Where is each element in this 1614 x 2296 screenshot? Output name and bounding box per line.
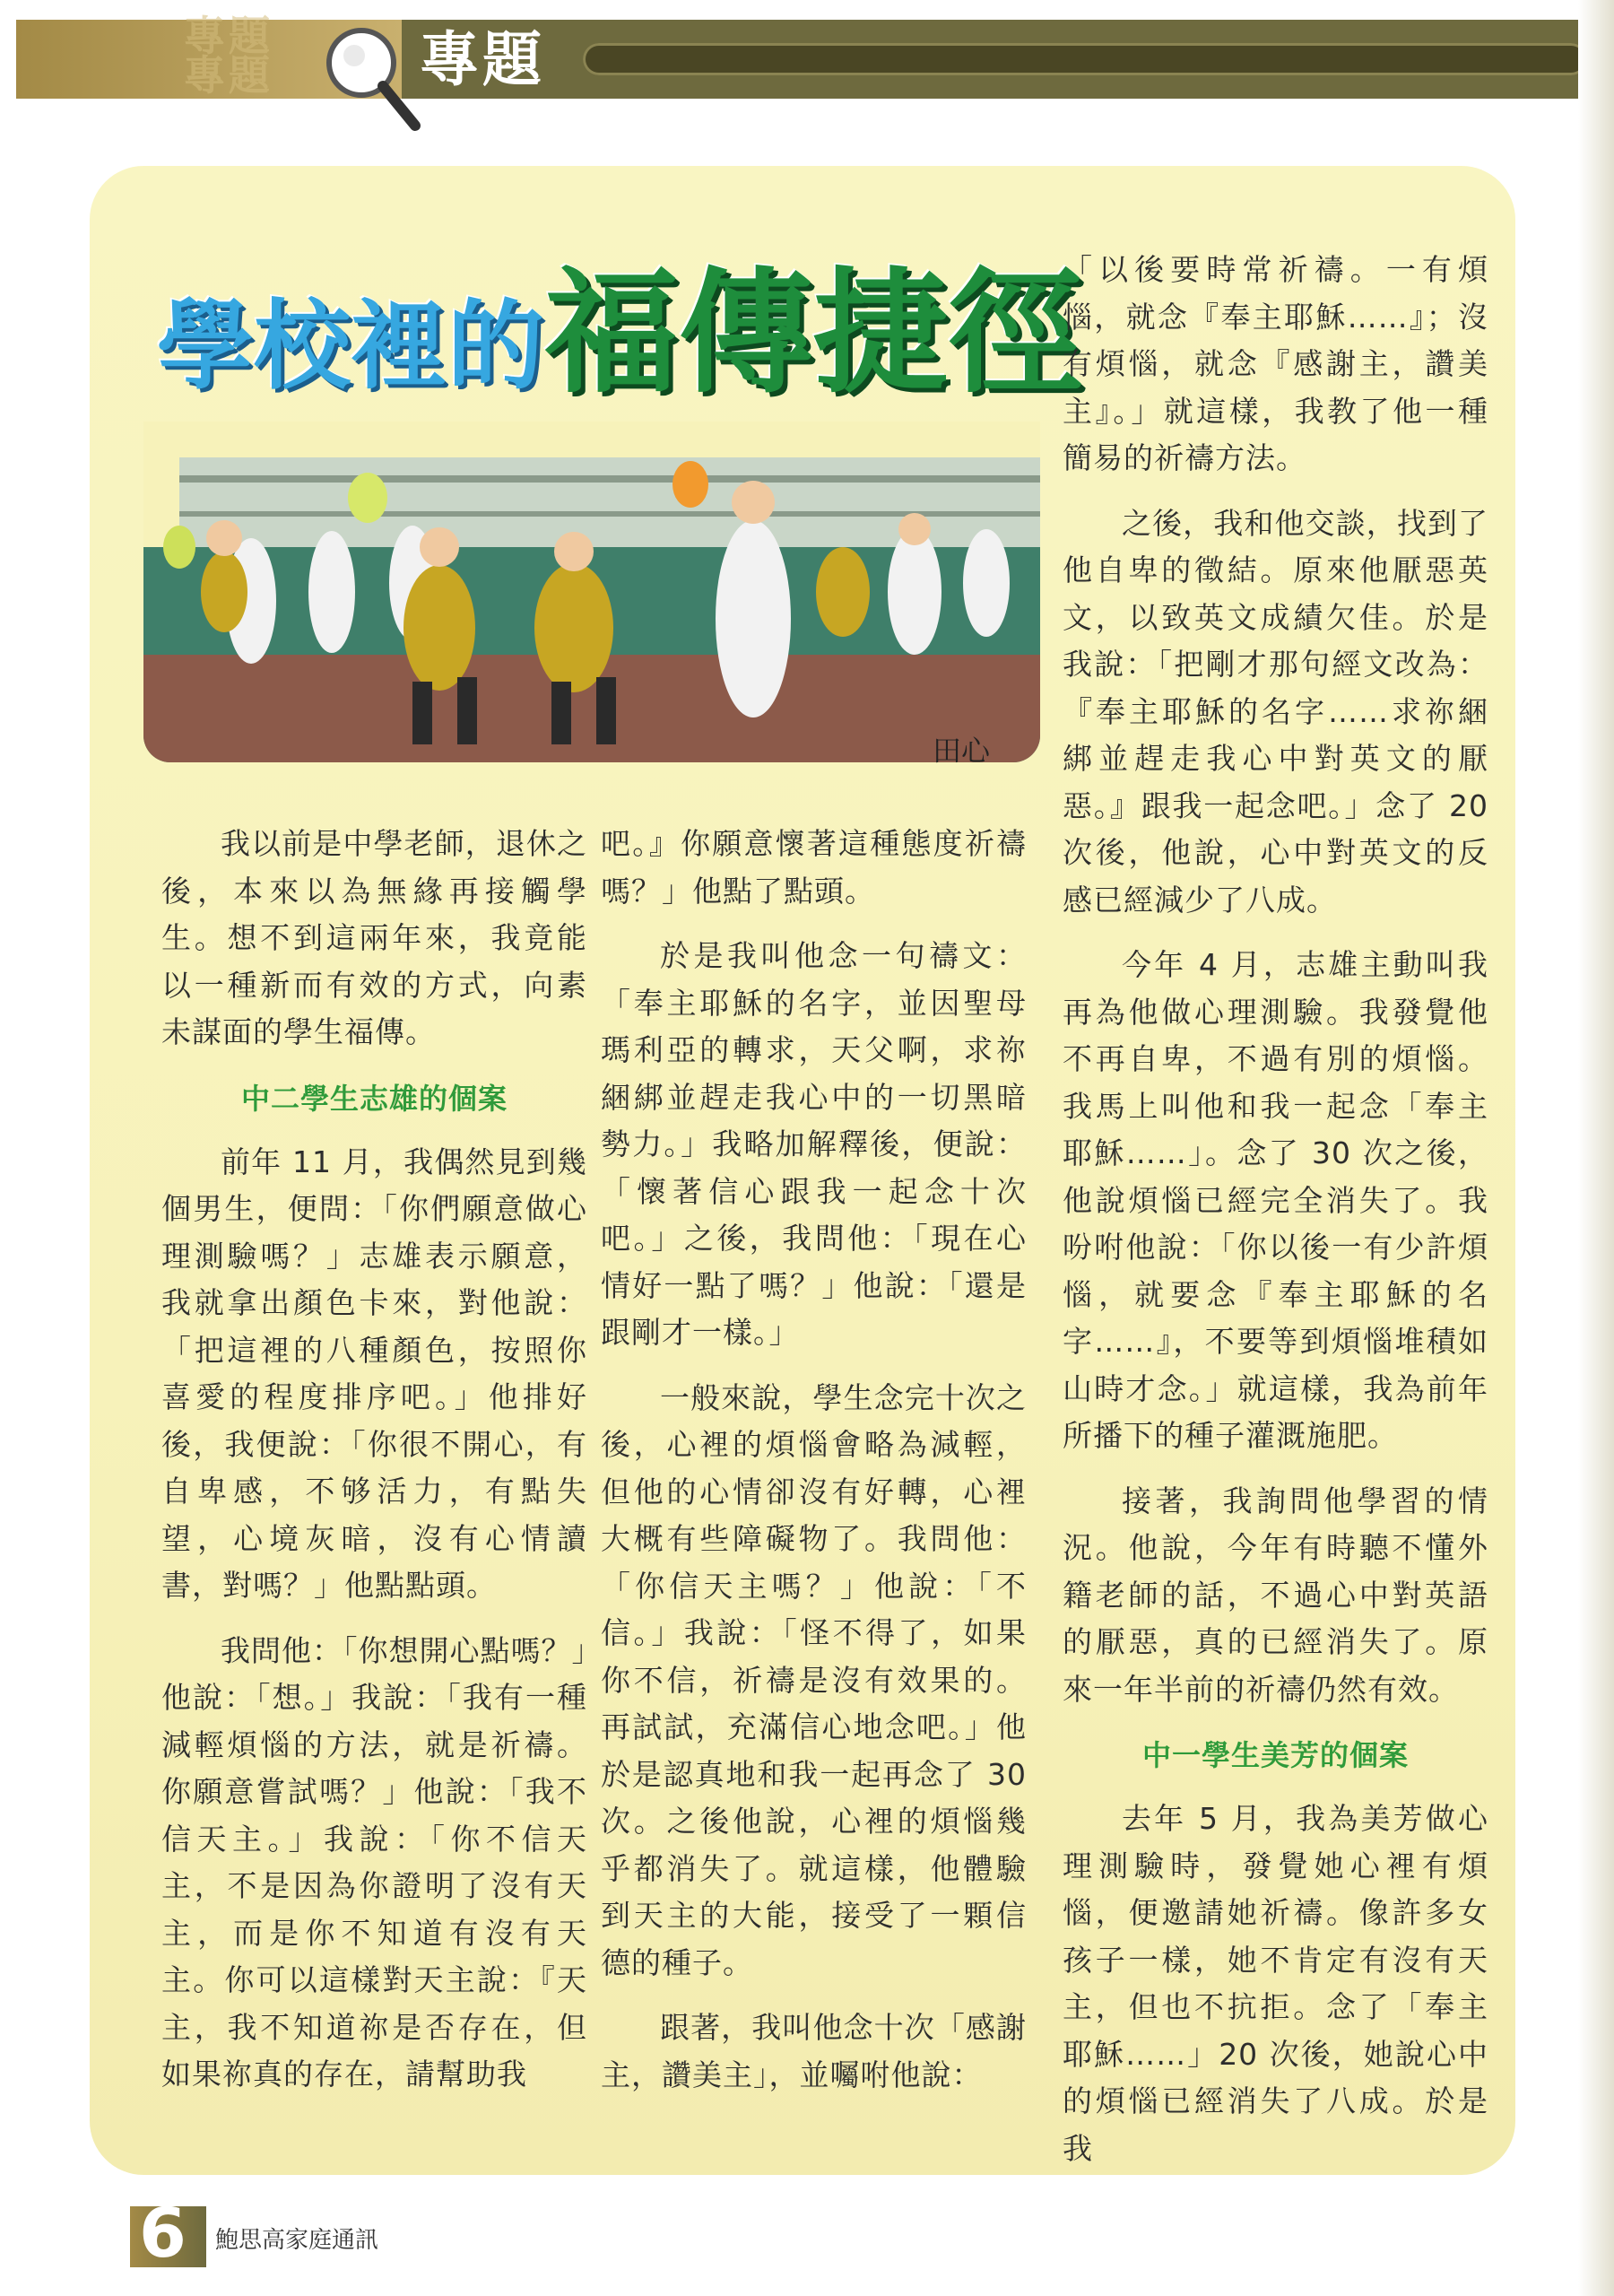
paragraph: 跟著，我叫他念十次「感謝主，讚美主」，並囑咐他說： bbox=[601, 2010, 1027, 2092]
paragraph: 於是我叫他念一句禱文：「奉主耶穌的名字，並因聖母瑪利亞的轉求，天父啊，求祢綑綁並趕走我心中的一切黑暗勢力。」我略加解釋後，便說：「懷著信心跟我一起念十次吧。」之後，我問他：「現在心情好一點了嗎？」他說：「還是跟剛才一樣。」 bbox=[601, 938, 1027, 1350]
headline-part-1: 學校裡的 bbox=[157, 290, 545, 403]
magnifier-icon bbox=[318, 25, 426, 133]
page-number: 6 bbox=[139, 2193, 187, 2273]
column-1 bbox=[161, 821, 587, 2117]
paragraph: 前年 11 月，我偶然見到幾個男生，便問：「你們願意做心理測驗嗎？」志雄表示願意，我就拿出顏色卡來，對他說：「把這裡的八種顏色，按照你喜愛的程度排序吧。」他排好後，我便說：「你很不開心，有自卑感，不够活力，有點失望，心境灰暗，沒有心情讀書，對嗎？」他點點頭。 bbox=[161, 1144, 587, 1603]
case-heading: 中一學生美芳的個案 bbox=[1141, 1738, 1409, 1772]
paragraph: 接著，我詢問他學習的情況。他說，今年有時聽不懂外籍老師的話，不過心中對英語的厭惡，真的已經消失了。原來一年半前的祈禱仍然有效。 bbox=[1063, 1483, 1488, 1707]
case-heading: 中二學生志雄的個案 bbox=[240, 1081, 508, 1116]
header-decorative-bar bbox=[583, 43, 1587, 75]
paragraph: 我問他：「你想開心點嗎？」他說：「想。」我說：「我有一種減輕煩惱的方法，就是祈禱。你願意嘗試嗎？」他說：「我不信天主。」我說：「你不信天主，不是因為你證明了沒有天主，而是你不知道有沒有天主。你可以這樣對天主說：『天主，我不知道祢是否存在，但如果祢真的存在，請幫助我 bbox=[161, 1632, 587, 2092]
section-title: 專題 bbox=[420, 25, 545, 94]
students-running-photo bbox=[143, 422, 1040, 762]
headline-part-2: 福傳捷徑 bbox=[544, 254, 1083, 412]
publication-name: 鮑思高家庭通訊 bbox=[215, 2227, 379, 2254]
paragraph: 今年 4 月，志雄主動叫我再為他做心理測驗。我發覺他不再自卑，不過有別的煩惱。我馬上叫他和我一起念「奉主耶穌……」。念了 30 次之後，他說煩惱已經完全消失了。我吩咐他說：「你以後一有少許煩惱，就要念『奉主耶穌的名字……』，不要等到煩惱堆積如山時才念。」就這樣，我為前年所播下的種子灌溉施肥。 bbox=[1063, 947, 1488, 1453]
page-edge-shadow bbox=[1578, 0, 1614, 2296]
header-watermark: 專題 專題 bbox=[184, 12, 273, 100]
paragraph: 去年 5 月，我為美芳做心理測驗時，發覺她心裡有煩惱，便邀請她祈禱。像許多女孩子一樣，她不肯定有沒有天主，但也不抗拒。念了「奉主耶穌……」20 次後，她說心中的煩惱已經消失了八成。於是我 bbox=[1063, 1801, 1488, 2166]
paragraph: 一般來說，學生念完十次之後，心裡的煩惱會略為減輕，但他的心情卻沒有好轉，心裡大概有些障礙物了。我問他：「你信天主嗎？」他說：「不信。」我說：「怪不得了，如果你不信，祈禱是沒有效果的。再試試，充滿信心地念吧。」他於是認真地和我一起再念了 30 次。之後他說，心裡的煩惱幾乎都消失了。就這樣，他體驗到天主的大能，接受了一顆信德的種子。 bbox=[601, 1379, 1027, 1980]
paragraph: 我以前是中學老師，退休之後，本來以為無緣再接觸學生。想不到這兩年來，我竟能以一種新而有效的方式，向素未謀面的學生福傳。 bbox=[161, 826, 587, 1049]
article-headline bbox=[157, 224, 1082, 418]
column-2 bbox=[601, 821, 1027, 2117]
paragraph: 之後，我和他交談，找到了他自卑的徵結。原來他厭惡英文，以致英文成績欠佳。於是我說：「把剛才那句經文改為：『奉主耶穌的名字……求祢綑綁並趕走我心中對英文的厭惡。』跟我一起念吧。」念了 20 次後，他說，心中對英文的反感已經減少了八成。 bbox=[1063, 505, 1488, 918]
paragraph: 吧。』你願意懷著這種態度祈禱嗎？」他點了點頭。 bbox=[601, 826, 1027, 909]
column-3 bbox=[1063, 247, 1488, 2190]
author-name: 田心 bbox=[933, 734, 991, 768]
paragraph: 「以後要時常祈禱。一有煩惱，就念『奉主耶穌……』；沒有煩惱，就念『感謝主，讚美主』。」就這樣，我教了他一種簡易的祈禱方法。 bbox=[1063, 252, 1488, 475]
